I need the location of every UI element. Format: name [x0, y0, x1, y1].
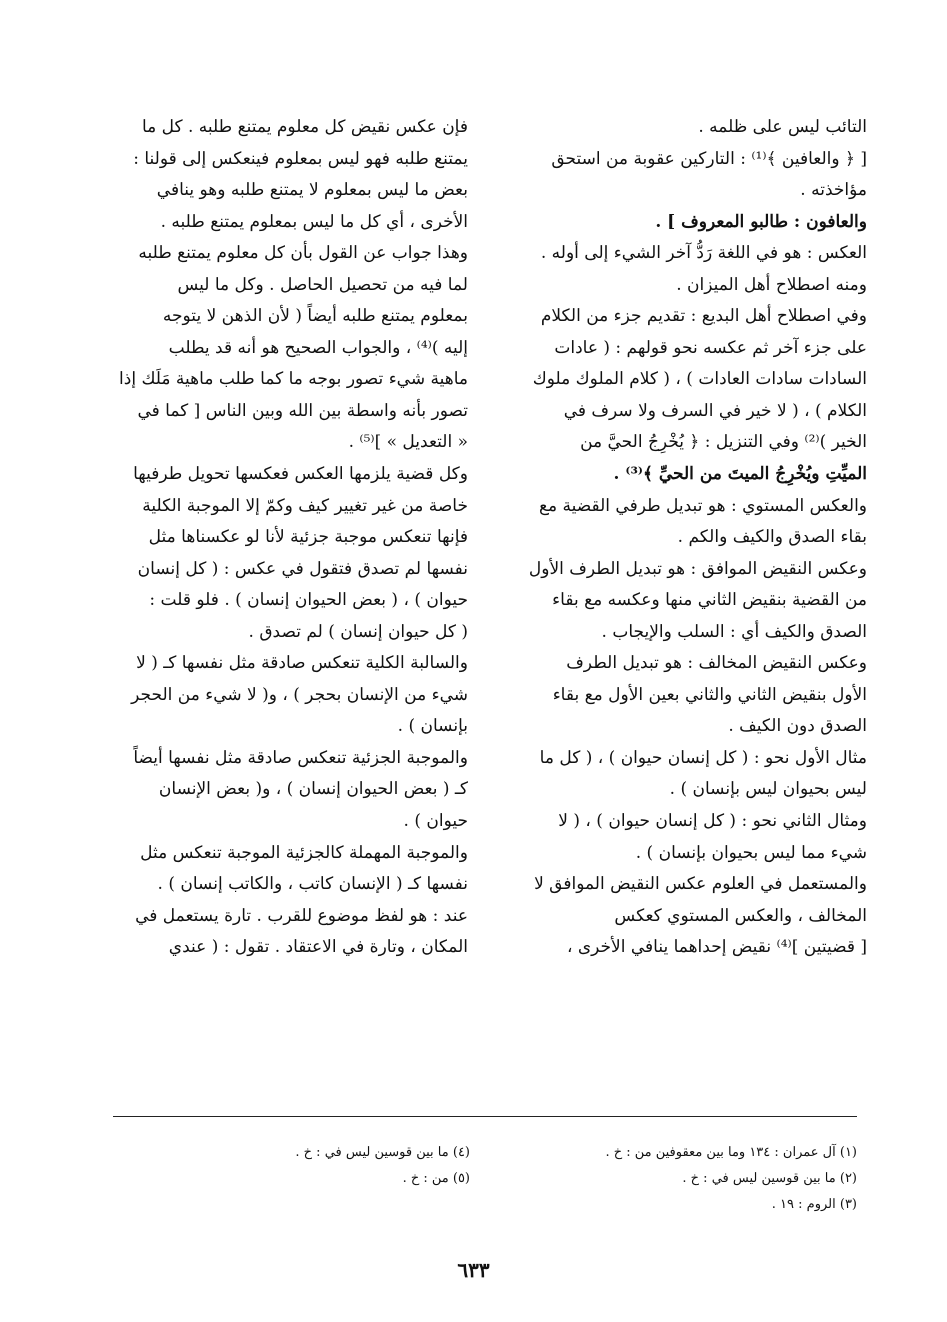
text-line: التائب ليس على ظلمه .	[698, 117, 867, 137]
text-line: كـ ( بعض الحيوان إنسان ) ، و( بعض الإنسان	[158, 779, 468, 800]
text-line: بقاء الصدق والكيف والكم .	[677, 527, 867, 548]
text-line: الكلام ) ، ( لا خير في السرف ولا سرف في	[563, 400, 867, 421]
text-line: والعكس المستوي : هو تبديل طرفي القضية مع	[538, 495, 867, 516]
text-line: نفسها كـ ( الإنسان كاتب ، والكاتب إنسان ) .	[157, 874, 468, 895]
text-line: على جزء آخر ثم عكسه نحو قولهم : ( عادات	[554, 337, 867, 358]
text-line: مثال الأول نحو : ( كل إنسان حيوان ) ، ( كل ما	[539, 747, 867, 768]
left-text-column	[90, 112, 468, 964]
right-text-column	[489, 112, 867, 964]
text-line: الأخرى ، أي كل ما ليس بمعلوم يمتنع طلبه .	[160, 211, 468, 232]
text-line: خاصة من غير تغيير كيف وكمّ إلا الموجبة الكلية	[142, 495, 468, 516]
text-line: وهذا جواب عن القول بأن كل معلوم يمتنع طلبه	[138, 243, 468, 264]
text-line: شيء من الإنسان بحجر ) ، و( لا شيء من الحجر	[131, 684, 468, 705]
text-line: مؤاخذته .	[800, 180, 867, 201]
text-line: والموجبة الجزئية تنعكس صادقة مثل نفسها أيضاً	[133, 747, 468, 768]
text-line: شيء مما ليس بحيوان بإنسان ) .	[635, 842, 867, 863]
page-number: ٦٣٣	[457, 1258, 490, 1282]
footnote: (١) آل عمران : ١٣٤ وما بين معقوفين من : خ .	[605, 1145, 857, 1160]
text-line: والسالبة الكلية تنعكس صادقة مثل نفسها كـ ( لا	[136, 653, 468, 674]
text-line: والموجبة المهملة كالجزئية الموجبة تنعكس مثل	[140, 842, 468, 863]
text-line: الميِّتِ ويُخْرِجُ الميتَ من الحيِّ ﴾⁽³⁾ .	[613, 464, 867, 485]
text-line: والعافون : طالبو المعروف ] .	[655, 211, 867, 232]
footnote: (٥) من : خ .	[402, 1171, 470, 1186]
footnote-divider	[113, 1116, 857, 1117]
text-line: فإنها تنعكس موجبة جزئية لأنا لو عكسناها مثل	[148, 527, 468, 548]
footnotes-left	[100, 1140, 470, 1192]
text-line: المخالف ، والعكس المستوي كعكس	[614, 905, 867, 926]
text-line: بإنسان ) .	[397, 716, 468, 737]
footnote: (٣) الروم : ١٩ .	[771, 1197, 857, 1212]
text-line: الصدق والكيف أي : السلب والإيجاب .	[601, 621, 867, 642]
text-line: السادات سادات العادات ) ، ( كلام الملوك ملوك	[532, 369, 867, 390]
text-line: الخير )⁽²⁾ وفي التنزيل : ﴿ يُخْرِجُ الحيَّ من	[580, 432, 867, 453]
footnote: (٤) ما بين قوسين ليس في : خ .	[295, 1145, 470, 1160]
text-line: وكل قضية يلزمها العكس فعكسها تحويل طرفيها	[133, 464, 468, 485]
text-line: يمتنع طلبه فهو ليس بمعلوم فينعكس إلى قولنا :	[133, 148, 468, 169]
text-line: عند : هو لفظ موضوع للقرب . تارة يستعمل في	[135, 905, 468, 926]
text-line: الصدق دون الكيف .	[728, 716, 867, 737]
text-line: « التعديل » ]⁽⁵⁾ .	[348, 432, 468, 453]
text-line: المكان ، وتارة في الاعتقاد . تقول : ( عندي	[168, 937, 468, 958]
text-line: نفسها لم تصدق فتقول في عكس : ( كل إنسان	[137, 558, 468, 579]
text-line: وعكس النقيض الموافق : هو تبديل الطرف الأول	[528, 558, 867, 579]
text-line: بعض ما ليس بمعلوم لا يمتنع طلبه وهو ينافي	[156, 180, 468, 201]
text-line: ومثال الثاني نحو : ( كل إنسان حيوان ) ، ( لا	[558, 811, 867, 832]
text-line: [ قضيتين ]⁽⁴⁾ نقيض إحداهما ينافي الأخرى ،	[566, 937, 867, 958]
footnotes-right	[487, 1140, 857, 1218]
text-line: لما فيه من تحصيل الحاصل . وكل ما ليس	[177, 274, 468, 295]
text-line: [ ﴿ والعافين ﴾⁽¹⁾ : التاركين عقوبة من استحق	[551, 148, 867, 169]
text-line: ( كل حيوان إنسان ) لم تصدق .	[248, 621, 468, 642]
text-line: فإن عكس نقيض كل معلوم يمتنع طلبه . كل ما	[141, 117, 468, 137]
text-line: من القضية بنقيض الثاني منها وعكسه مع بقاء	[552, 590, 867, 611]
text-line: حيوان ) .	[403, 811, 468, 832]
text-line: والمستعمل في العلوم عكس النقيض الموافق لا	[534, 874, 867, 895]
text-line: ومنه اصطلاح أهل الميزان .	[676, 274, 867, 295]
text-line: إليه )⁽⁴⁾ ، والجواب الصحيح هو أنه قد يطلب	[168, 337, 468, 358]
text-line: العكس : هو في اللغة رَدُّ آخر الشيء إلى أوله .	[540, 243, 867, 264]
text-line: الأول بنقيض الثاني والثاني بعين الأول مع بقاء	[552, 684, 867, 705]
text-line: ليس بحيوان ليس بإنسان ) .	[669, 779, 867, 800]
text-line: وعكس النقيض المخالف : هو تبديل الطرف	[566, 653, 867, 674]
text-line: تصور بأنه واسطة بين الله وبين الناس [ كما في	[137, 400, 468, 421]
text-line: بمعلوم يمتنع طلبه أيضاً ( لأن الذهن لا يتوجه	[162, 306, 468, 327]
footnote: (٢) ما بين قوسين ليس في : خ .	[682, 1171, 857, 1186]
text-line: ماهية شيء تصور بوجه ما كما طلب ماهية مَلَك إذا	[119, 369, 468, 390]
text-line: وفي اصطلاح أهل البديع : تقديم جزء من الكلام	[540, 306, 867, 327]
text-line: حيوان ) ، ( بعض الحيوان إنسان ) . فلو قلت :	[149, 590, 468, 611]
